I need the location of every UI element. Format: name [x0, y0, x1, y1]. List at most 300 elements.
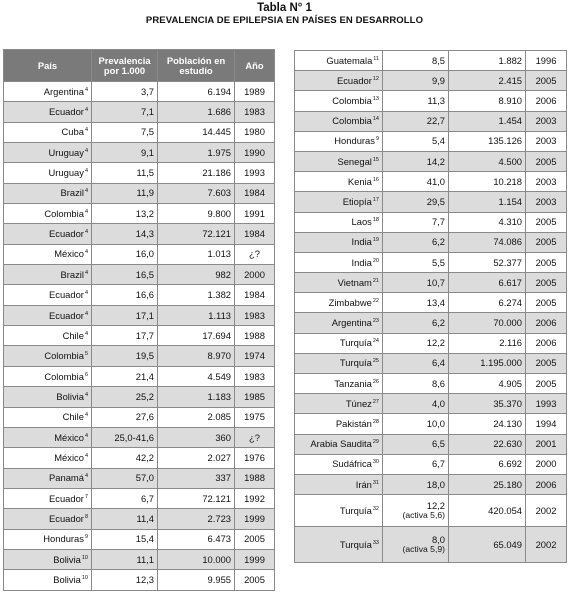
- prevalence-value: 9,9: [431, 74, 445, 86]
- country-name: Uruguay: [48, 146, 84, 158]
- cell-poblacion: 24.130: [449, 414, 526, 434]
- country-name: Ecuador: [49, 309, 84, 321]
- cell-prevalencia: [92, 326, 158, 346]
- table-row: [295, 192, 567, 212]
- cell-poblacion: 420.054: [449, 495, 526, 527]
- table-row: [295, 495, 567, 527]
- cell-poblacion: 65.049: [449, 527, 526, 563]
- reference-number: 28: [372, 419, 379, 426]
- cell-anio: 1999: [235, 549, 275, 569]
- cell-poblacion: 1.686: [158, 102, 235, 122]
- table-row: [4, 143, 275, 163]
- cell-anio: 2003: [526, 172, 567, 192]
- country-name: Ecuador: [49, 492, 84, 504]
- cell-pais: [4, 407, 92, 427]
- cell-anio: ¿?: [235, 244, 275, 264]
- country-name: Ecuador: [336, 74, 372, 86]
- reference-number: 4: [84, 452, 88, 459]
- cell-prevalencia: [383, 394, 449, 414]
- cell-anio: 1974: [235, 346, 275, 366]
- cell-pais: [4, 549, 92, 569]
- cell-prevalencia: [383, 212, 449, 232]
- cell-poblacion: 6.473: [158, 529, 235, 549]
- cell-poblacion: 4.500: [449, 151, 526, 171]
- cell-pais: [295, 353, 383, 373]
- cell-poblacion: 74.086: [449, 232, 526, 252]
- table-row: [295, 71, 567, 91]
- header-anio: Año: [235, 50, 275, 82]
- table-row: [4, 366, 275, 386]
- reference-number: 4: [84, 127, 88, 134]
- table-row: [4, 204, 275, 224]
- country-name: Ecuador: [49, 228, 84, 240]
- cell-poblacion: 9.800: [158, 204, 235, 224]
- reference-number: 30: [372, 459, 379, 466]
- cell-pais: [4, 163, 92, 183]
- prevalence-table-left: [3, 49, 275, 591]
- reference-number: 4: [84, 188, 88, 195]
- prevalence-value: 14,2: [426, 155, 445, 167]
- prevalence-value: 27,6: [135, 411, 154, 423]
- reference-number: 4: [84, 229, 88, 236]
- table-row: [4, 509, 275, 529]
- table-row: [4, 448, 275, 468]
- country-name: Turquía: [339, 357, 372, 369]
- table-row: [295, 252, 567, 272]
- cell-prevalencia: [383, 71, 449, 91]
- cell-pais: [295, 333, 383, 353]
- table-row: [295, 374, 567, 394]
- cell-anio: 2005: [526, 232, 567, 252]
- cell-pais: [295, 527, 383, 563]
- cell-poblacion: 360: [158, 427, 235, 447]
- cell-prevalencia: [92, 82, 158, 102]
- cell-prevalencia: [92, 549, 158, 569]
- cell-pais: [295, 434, 383, 454]
- prevalence-value: 6,7: [140, 492, 154, 504]
- cell-prevalencia: [383, 91, 449, 111]
- cell-prevalencia: [383, 151, 449, 171]
- cell-anio: 1983: [235, 305, 275, 325]
- country-name: Senegal: [337, 155, 372, 167]
- reference-number: 9: [375, 136, 379, 143]
- table-row: [295, 454, 567, 474]
- cell-prevalencia: [92, 204, 158, 224]
- reference-number: 8: [84, 513, 88, 520]
- cell-prevalencia: [383, 293, 449, 313]
- cell-prevalencia: [383, 172, 449, 192]
- table-row: [4, 244, 275, 264]
- reference-number: 4: [84, 473, 88, 480]
- prevalence-value: 16,0: [135, 248, 154, 260]
- cell-poblacion: 52.377: [449, 252, 526, 272]
- prevalence-value: 6,5: [431, 438, 445, 450]
- cell-poblacion: 25.180: [449, 474, 526, 494]
- table-row: [4, 305, 275, 325]
- cell-anio: 2005: [526, 252, 567, 272]
- cell-anio: 2005: [526, 273, 567, 293]
- cell-prevalencia: [383, 527, 449, 563]
- prevalence-value: 3,7: [140, 85, 154, 97]
- cell-poblacion: 22.630: [449, 434, 526, 454]
- country-name: Colombia: [44, 370, 84, 382]
- country-name: India: [351, 256, 372, 268]
- cell-pais: [4, 285, 92, 305]
- table-row: [4, 163, 275, 183]
- country-name: Honduras: [43, 533, 84, 545]
- table-title: Tabla N° 1: [257, 2, 312, 14]
- country-name: Chile: [62, 411, 84, 423]
- cell-prevalencia: [92, 224, 158, 244]
- table-subtitle: PREVALENCIA DE EPILEPSIA EN PAÍSES EN DESARROLLO: [145, 15, 424, 26]
- table-row: [295, 232, 567, 252]
- cell-prevalencia: [383, 454, 449, 474]
- reference-number: 27: [372, 398, 379, 405]
- cell-poblacion: 8.910: [449, 91, 526, 111]
- country-name: Brazil: [60, 187, 84, 199]
- country-name: México: [54, 431, 84, 443]
- cell-pais: [295, 495, 383, 527]
- reference-number: 17: [372, 196, 379, 203]
- cell-anio: 1984: [235, 285, 275, 305]
- cell-poblacion: 2.027: [158, 448, 235, 468]
- cell-anio: 2000: [526, 454, 567, 474]
- cell-pais: [4, 427, 92, 447]
- cell-pais: [295, 51, 383, 71]
- cell-prevalencia: [383, 313, 449, 333]
- cell-prevalencia: [383, 273, 449, 293]
- cell-pais: [4, 244, 92, 264]
- cell-prevalencia: [383, 232, 449, 252]
- cell-pais: [295, 151, 383, 171]
- country-name: Turquía: [339, 337, 372, 349]
- cell-poblacion: 6.194: [158, 82, 235, 102]
- prevalence-value: 22,7: [426, 115, 445, 127]
- country-name: Tanzania: [334, 377, 372, 389]
- cell-anio: 2005: [526, 212, 567, 232]
- cell-pais: [4, 326, 92, 346]
- cell-poblacion: 17.694: [158, 326, 235, 346]
- cell-anio: 1990: [235, 143, 275, 163]
- cell-poblacion: 1.975: [158, 143, 235, 163]
- reference-number: 4: [84, 86, 88, 93]
- table-row: [295, 293, 567, 313]
- cell-anio: 1989: [235, 82, 275, 102]
- prevalence-value: 11,9: [136, 187, 154, 199]
- reference-number: 22: [372, 297, 379, 304]
- prevalence-value: 12,2: [426, 500, 445, 512]
- cell-pais: [4, 102, 92, 122]
- country-name: Kenia: [347, 175, 372, 187]
- prevalence-value: 21,4: [135, 370, 154, 382]
- cell-pais: [4, 387, 92, 407]
- reference-number: 4: [84, 290, 88, 297]
- cell-anio: 1988: [235, 326, 275, 346]
- cell-prevalencia: [92, 305, 158, 325]
- cell-poblacion: 1.113: [158, 305, 235, 325]
- header-poblacion: Población en estudio: [158, 50, 235, 82]
- country-name: Irán: [355, 478, 372, 490]
- cell-anio: 2005: [526, 353, 567, 373]
- reference-number: 14: [372, 116, 379, 123]
- cell-pais: [4, 468, 92, 488]
- cell-poblacion: 21.186: [158, 163, 235, 183]
- cell-anio: 1991: [235, 204, 275, 224]
- cell-pais: [4, 305, 92, 325]
- cell-poblacion: 1.013: [158, 244, 235, 264]
- country-name: Pakistán: [335, 418, 372, 430]
- country-name: Ecuador: [49, 289, 84, 301]
- cell-prevalencia: [92, 407, 158, 427]
- cell-pais: [4, 265, 92, 285]
- country-name: Laos: [351, 216, 372, 228]
- reference-number: 24: [372, 338, 379, 345]
- prevalence-value: 8,5: [431, 54, 445, 66]
- cell-pais: [295, 232, 383, 252]
- table-row: [295, 414, 567, 434]
- cell-prevalencia: [383, 131, 449, 151]
- reference-number: 11: [373, 55, 379, 62]
- cell-prevalencia: [92, 143, 158, 163]
- country-name: Vietnam: [337, 276, 372, 288]
- reference-number: 13: [372, 96, 379, 103]
- cell-anio: 1996: [526, 51, 567, 71]
- prevalence-value: 7,5: [140, 126, 154, 138]
- cell-pais: [295, 293, 383, 313]
- country-name: Argentina: [331, 317, 372, 329]
- cell-prevalencia: [383, 333, 449, 353]
- table-row: [4, 468, 275, 488]
- table-row: [4, 102, 275, 122]
- prevalence-value: 18,0: [426, 478, 445, 490]
- cell-pais: [4, 488, 92, 508]
- reference-number: 16: [372, 176, 379, 183]
- country-name: Sudáfrica: [332, 458, 372, 470]
- table-row: [4, 346, 275, 366]
- table-row: [295, 212, 567, 232]
- prevalence-value: 16,6: [135, 289, 154, 301]
- cell-prevalencia: [92, 570, 158, 590]
- cell-poblacion: 6.274: [449, 293, 526, 313]
- country-name: Guatemala: [326, 54, 373, 66]
- cell-poblacion: 2.723: [158, 509, 235, 529]
- reference-number: 7: [84, 493, 88, 500]
- country-name: Bolivia: [56, 390, 84, 402]
- prevalence-value: 6,7: [431, 458, 445, 470]
- prevalence-value: 11,4: [136, 512, 154, 524]
- cell-poblacion: 6.692: [449, 454, 526, 474]
- prevalence-value: 11,1: [136, 553, 154, 565]
- table-row: [4, 82, 275, 102]
- cell-poblacion: 982: [158, 265, 235, 285]
- table-row: [295, 313, 567, 333]
- cell-prevalencia: [383, 111, 449, 131]
- cell-pais: [4, 183, 92, 203]
- country-name: Zimbabwe: [328, 296, 372, 308]
- header-prevalencia: Prevalencia por 1.000: [92, 50, 158, 82]
- prevalence-value: 16,5: [135, 268, 154, 280]
- reference-number: 4: [84, 168, 88, 175]
- cell-poblacion: 1.195.000: [449, 353, 526, 373]
- cell-prevalencia: [383, 495, 449, 527]
- reference-number: 32: [372, 505, 379, 512]
- cell-anio: 2003: [526, 192, 567, 212]
- table-row: [4, 488, 275, 508]
- reference-number: 15: [372, 156, 379, 163]
- cell-pais: [295, 131, 383, 151]
- reference-number: 31: [372, 479, 379, 486]
- reference-number: 5: [84, 351, 88, 358]
- cell-poblacion: 35.370: [449, 394, 526, 414]
- cell-pais: [4, 509, 92, 529]
- cell-anio: 1994: [526, 414, 567, 434]
- prevalence-value: 57,0: [135, 472, 154, 484]
- cell-pais: [4, 448, 92, 468]
- cell-pais: [4, 82, 92, 102]
- prevalence-active: (activa 5,9): [402, 544, 445, 555]
- reference-number: 12: [372, 75, 379, 82]
- table-row: [4, 570, 275, 590]
- cell-anio: 1976: [235, 448, 275, 468]
- cell-prevalencia: [92, 468, 158, 488]
- prevalence-value: 12,3: [135, 573, 154, 585]
- cell-pais: [295, 414, 383, 434]
- cell-anio: 2005: [526, 293, 567, 313]
- table-row: [295, 474, 567, 494]
- cell-poblacion: 10.218: [449, 172, 526, 192]
- reference-number: 20: [372, 257, 379, 264]
- cell-prevalencia: [92, 488, 158, 508]
- prevalence-value: 25,0-41,6: [114, 431, 154, 443]
- prevalence-value: 11,5: [136, 167, 154, 179]
- cell-poblacion: 70.000: [449, 313, 526, 333]
- table-row: [295, 527, 567, 563]
- reference-number: 10: [81, 574, 88, 581]
- table-row: [295, 172, 567, 192]
- cell-pais: [295, 172, 383, 192]
- cell-prevalencia: [383, 51, 449, 71]
- reference-number: 10: [81, 554, 88, 561]
- table-row: [4, 529, 275, 549]
- cell-prevalencia: [383, 353, 449, 373]
- prevalence-value: 10,0: [426, 418, 445, 430]
- prevalence-value: 29,5: [426, 195, 445, 207]
- cell-anio: 1983: [235, 102, 275, 122]
- cell-prevalencia: [92, 529, 158, 549]
- cell-prevalencia: [92, 427, 158, 447]
- cell-anio: ¿?: [235, 427, 275, 447]
- reference-number: 4: [84, 269, 88, 276]
- cell-prevalencia: [383, 252, 449, 272]
- prevalence-value: 8,6: [431, 377, 445, 389]
- table-header-row: [4, 50, 275, 82]
- table-row: [4, 326, 275, 346]
- cell-poblacion: 1.382: [158, 285, 235, 305]
- cell-pais: [295, 474, 383, 494]
- cell-anio: 2005: [526, 71, 567, 91]
- cell-prevalencia: [383, 414, 449, 434]
- cell-pais: [295, 212, 383, 232]
- country-name: Colombia: [44, 207, 84, 219]
- prevalence-value: 19,5: [135, 350, 154, 362]
- table-row: [295, 111, 567, 131]
- cell-prevalencia: [92, 387, 158, 407]
- cell-poblacion: 1.882: [449, 51, 526, 71]
- cell-poblacion: 4.905: [449, 374, 526, 394]
- cell-pais: [295, 111, 383, 131]
- cell-anio: 2003: [526, 131, 567, 151]
- table-row: [295, 91, 567, 111]
- cell-prevalencia: [92, 102, 158, 122]
- cell-anio: 2006: [526, 333, 567, 353]
- cell-prevalencia: [92, 122, 158, 142]
- cell-poblacion: 9.955: [158, 570, 235, 590]
- cell-anio: 1980: [235, 122, 275, 142]
- country-name: Argentina: [43, 85, 84, 97]
- reference-number: 25: [372, 358, 379, 365]
- cell-anio: 2006: [526, 91, 567, 111]
- cell-prevalencia: [92, 183, 158, 203]
- cell-poblacion: 1.183: [158, 387, 235, 407]
- table-row: [295, 353, 567, 373]
- prevalence-value: 12,2: [426, 337, 445, 349]
- country-name: Ecuador: [49, 106, 84, 118]
- country-name: Bolivia: [53, 553, 81, 565]
- reference-number: 4: [84, 107, 88, 114]
- country-name: Panamá: [49, 472, 84, 484]
- prevalence-value: 5,5: [431, 256, 445, 268]
- cell-anio: 2003: [526, 111, 567, 131]
- cell-anio: 1984: [235, 183, 275, 203]
- prevalence-table-right: [294, 50, 567, 563]
- prevalence-value: 6,2: [431, 317, 445, 329]
- country-name: India: [351, 236, 372, 248]
- cell-pais: [295, 192, 383, 212]
- cell-poblacion: 1.154: [449, 192, 526, 212]
- reference-number: 4: [84, 147, 88, 154]
- reference-number: 4: [84, 391, 88, 398]
- cell-poblacion: 2.116: [449, 333, 526, 353]
- cell-pais: [4, 122, 92, 142]
- cell-poblacion: 1.454: [449, 111, 526, 131]
- cell-poblacion: 8.970: [158, 346, 235, 366]
- prevalence-value: 5,4: [431, 135, 445, 147]
- prevalence-value: 4,0: [431, 397, 445, 409]
- reference-number: 4: [84, 432, 88, 439]
- prevalence-value: 8,0: [431, 534, 445, 546]
- table-row: [4, 285, 275, 305]
- cell-anio: 1988: [235, 468, 275, 488]
- cell-anio: 1984: [235, 224, 275, 244]
- cell-pais: [295, 91, 383, 111]
- table-row: [4, 407, 275, 427]
- cell-anio: 1993: [526, 394, 567, 414]
- cell-poblacion: 4.549: [158, 366, 235, 386]
- reference-number: 4: [84, 412, 88, 419]
- cell-poblacion: 7.603: [158, 183, 235, 203]
- prevalence-value: 9,1: [140, 146, 154, 158]
- table-row: [4, 549, 275, 569]
- cell-prevalencia: [92, 244, 158, 264]
- table-row: [295, 131, 567, 151]
- reference-number: 4: [84, 208, 88, 215]
- cell-poblacion: 72.121: [158, 224, 235, 244]
- prevalence-value: 42,2: [135, 451, 154, 463]
- cell-prevalencia: [383, 474, 449, 494]
- prevalence-value: 6,4: [431, 357, 445, 369]
- cell-anio: 2000: [235, 265, 275, 285]
- country-name: Túnez: [345, 397, 372, 409]
